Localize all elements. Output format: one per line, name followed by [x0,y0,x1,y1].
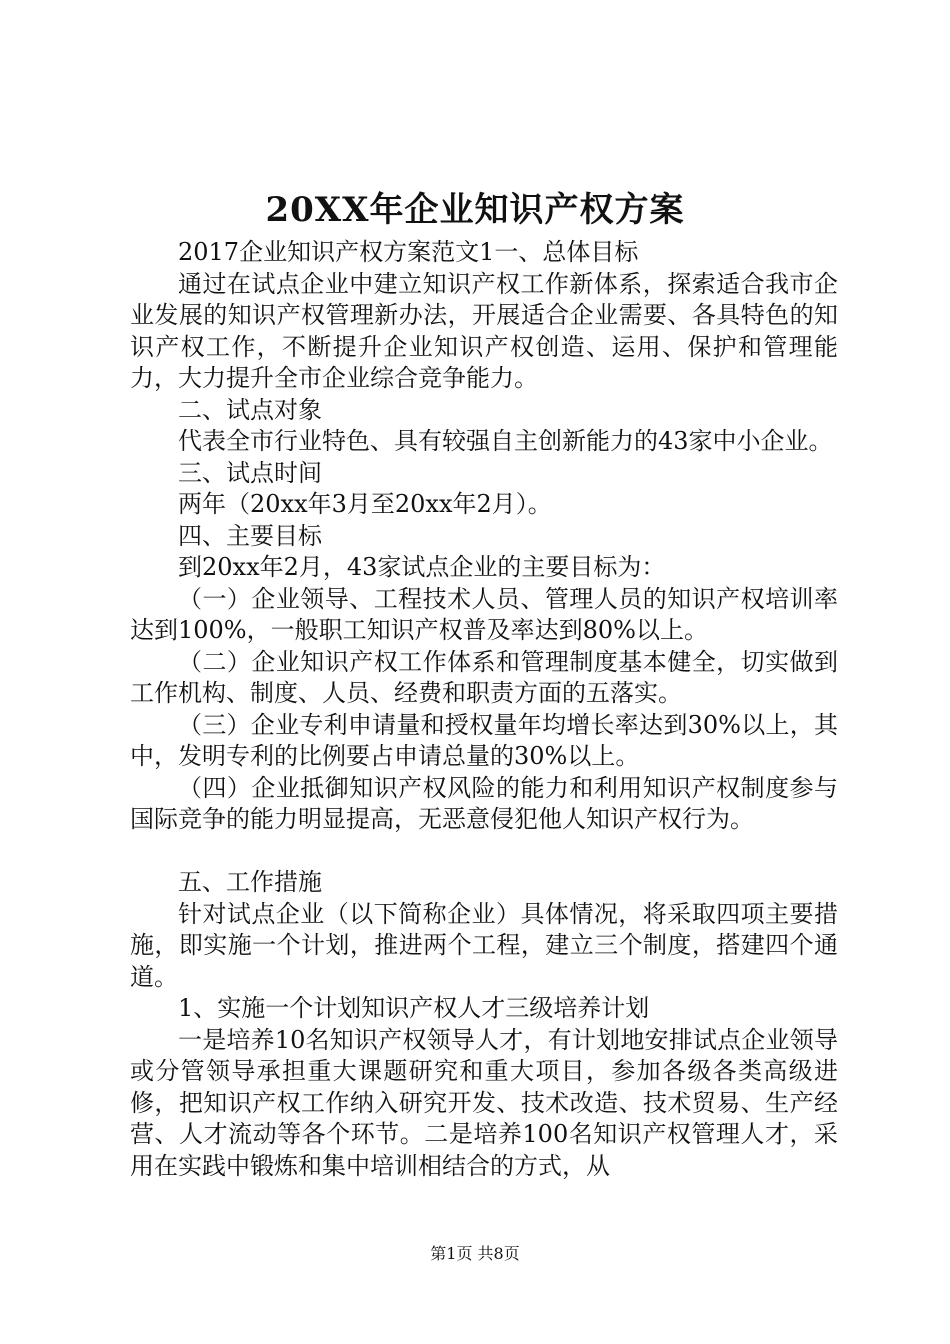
section-heading: 五、工作措施 [178,868,322,896]
paragraph: （一）企业领导、工程技术人员、管理人员的知识产权培训率达到100%，一般职工知识产权普及率达到80%以上。 [130,584,838,644]
page-footer: 第1页 共8页 [430,1244,520,1263]
paragraph: （三）企业专利申请量和授权量年均增长率达到30%以上，其中，发明专利的比例要占申请总量的30%以上。 [130,710,838,770]
paragraph: 针对试点企业（以下简称企业）具体情况，将采取四项主要措施，即实施一个计划，推进两个工程，建立三个制度，搭建四个通道。 [130,899,838,991]
section-heading: 三、试点时间 [178,458,322,487]
paragraph: 到20xx年2月，43家试点企业的主要目标为： [178,553,666,581]
document-title: 20XX年企业知识产权方案 [265,190,685,230]
document-body [130,237,838,1182]
paragraph: 2017企业知识产权方案范文1一、总体目标 [178,238,639,266]
paragraph: 通过在试点企业中建立知识产权工作新体系，探索适合我市企业发展的知识产权管理新办法，开展适合企业需要、各具特色的知识产权工作，不断提升企业知识产权创造、运用、保护和管理能力，大力提升全市企业综合竞争能力。 [130,269,838,392]
section-heading: 四、主要目标 [178,521,322,550]
section-heading: 二、试点对象 [178,395,322,424]
sub-heading: 1、实施一个计划知识产权人才三级培养计划 [178,994,650,1022]
paragraph: （二）企业知识产权工作体系和管理制度基本健全，切实做到工作机构、制度、人员、经费和职责方面的五落实。 [130,647,838,707]
paragraph: 一是培养10名知识产权领导人才，有计划地安排试点企业领导或分管领导承担重大课题研究和重大项目，参加各级各类高级进修，把知识产权工作纳入研究开发、技术改造、技术贸易、生产经营、人才流动等各个环节。二是培养100名知识产权管理人才，采用在实践中锻炼和集中培训相结合的方式，从 [130,1025,838,1180]
paragraph: （四）企业抵御知识产权风险的能力和利用知识产权制度参与国际竞争的能力明显提高，无恶意侵犯他人知识产权行为。 [130,773,838,833]
paragraph: 两年（20xx年3月至20xx年2月）。 [178,490,552,518]
paragraph: 代表全市行业特色、具有较强自主创新能力的43家中小企业。 [178,427,833,455]
